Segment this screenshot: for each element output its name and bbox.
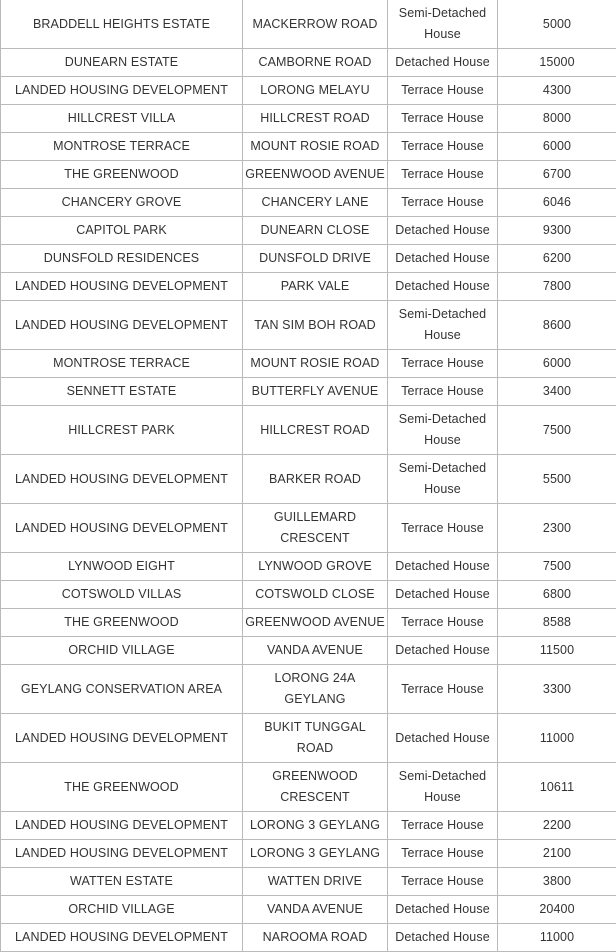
property-type-cell: Terrace House — [388, 609, 498, 637]
table-row — [1, 609, 616, 637]
monthly-rent-cell: 8600 — [498, 301, 616, 350]
monthly-rent-cell: 11000 — [498, 924, 616, 952]
street-name-cell: GREENWOOD CRESCENT — [243, 763, 388, 812]
monthly-rent-cell: 2300 — [498, 504, 616, 553]
table-row — [1, 504, 616, 553]
project-name-cell: HILLCREST VILLA — [1, 105, 243, 133]
project-name-cell: THE GREENWOOD — [1, 763, 243, 812]
project-name-cell: MONTROSE TERRACE — [1, 133, 243, 161]
monthly-rent-cell: 6000 — [498, 133, 616, 161]
monthly-rent-cell: 3400 — [498, 378, 616, 406]
table-row — [1, 49, 616, 77]
project-name-cell: LYNWOOD EIGHT — [1, 553, 243, 581]
project-name-cell: ORCHID VILLAGE — [1, 896, 243, 924]
project-name-cell: CAPITOL PARK — [1, 217, 243, 245]
property-type-cell: Terrace House — [388, 378, 498, 406]
table-row — [1, 0, 616, 49]
table-row — [1, 455, 616, 504]
table-row — [1, 217, 616, 245]
monthly-rent-cell: 2200 — [498, 812, 616, 840]
street-name-cell: LORONG 24A GEYLANG — [243, 665, 388, 714]
property-type-cell: Semi-Detached House — [388, 763, 498, 812]
project-name-cell: ORCHID VILLAGE — [1, 637, 243, 665]
property-type-cell: Detached House — [388, 896, 498, 924]
property-type-cell: Detached House — [388, 714, 498, 763]
property-type-cell: Terrace House — [388, 161, 498, 189]
monthly-rent-cell: 7500 — [498, 553, 616, 581]
monthly-rent-cell: 9300 — [498, 217, 616, 245]
street-name-cell: HILLCREST ROAD — [243, 105, 388, 133]
table-row — [1, 105, 616, 133]
project-name-cell: GEYLANG CONSERVATION AREA — [1, 665, 243, 714]
table-row — [1, 245, 616, 273]
project-name-cell: LANDED HOUSING DEVELOPMENT — [1, 273, 243, 301]
property-type-cell: Semi-Detached House — [388, 301, 498, 350]
street-name-cell: LYNWOOD GROVE — [243, 553, 388, 581]
table-row — [1, 378, 616, 406]
project-name-cell: LANDED HOUSING DEVELOPMENT — [1, 924, 243, 952]
project-name-cell: LANDED HOUSING DEVELOPMENT — [1, 77, 243, 105]
project-name-cell: THE GREENWOOD — [1, 609, 243, 637]
project-name-cell: LANDED HOUSING DEVELOPMENT — [1, 714, 243, 763]
street-name-cell: WATTEN DRIVE — [243, 868, 388, 896]
street-name-cell: BUTTERFLY AVENUE — [243, 378, 388, 406]
monthly-rent-cell: 3300 — [498, 665, 616, 714]
project-name-cell: SENNETT ESTATE — [1, 378, 243, 406]
property-type-cell: Detached House — [388, 245, 498, 273]
monthly-rent-cell: 3800 — [498, 868, 616, 896]
street-name-cell: DUNEARN CLOSE — [243, 217, 388, 245]
street-name-cell: NAROOMA ROAD — [243, 924, 388, 952]
street-name-cell: LORONG 3 GEYLANG — [243, 840, 388, 868]
table-row — [1, 161, 616, 189]
table-row — [1, 896, 616, 924]
street-name-cell: LORONG MELAYU — [243, 77, 388, 105]
property-type-cell: Terrace House — [388, 77, 498, 105]
table-body — [1, 0, 616, 952]
table-row — [1, 665, 616, 714]
project-name-cell: HILLCREST PARK — [1, 406, 243, 455]
monthly-rent-cell: 6046 — [498, 189, 616, 217]
monthly-rent-cell: 7500 — [498, 406, 616, 455]
street-name-cell: DUNSFOLD DRIVE — [243, 245, 388, 273]
project-name-cell: LANDED HOUSING DEVELOPMENT — [1, 840, 243, 868]
table-row — [1, 714, 616, 763]
project-name-cell: COTSWOLD VILLAS — [1, 581, 243, 609]
table-row — [1, 553, 616, 581]
table-row — [1, 637, 616, 665]
street-name-cell: TAN SIM BOH ROAD — [243, 301, 388, 350]
property-type-cell: Semi-Detached House — [388, 406, 498, 455]
table-row — [1, 581, 616, 609]
street-name-cell: VANDA AVENUE — [243, 896, 388, 924]
table-row — [1, 273, 616, 301]
street-name-cell: MOUNT ROSIE ROAD — [243, 350, 388, 378]
project-name-cell: MONTROSE TERRACE — [1, 350, 243, 378]
project-name-cell: LANDED HOUSING DEVELOPMENT — [1, 504, 243, 553]
table-row — [1, 301, 616, 350]
property-type-cell: Detached House — [388, 637, 498, 665]
property-type-cell: Detached House — [388, 553, 498, 581]
property-type-cell: Terrace House — [388, 868, 498, 896]
property-type-cell: Terrace House — [388, 665, 498, 714]
property-type-cell: Terrace House — [388, 840, 498, 868]
project-name-cell: THE GREENWOOD — [1, 161, 243, 189]
monthly-rent-cell: 2100 — [498, 840, 616, 868]
monthly-rent-cell: 5000 — [498, 0, 616, 49]
table-row — [1, 763, 616, 812]
street-name-cell: GUILLEMARD CRESCENT — [243, 504, 388, 553]
monthly-rent-cell: 20400 — [498, 896, 616, 924]
property-type-cell: Detached House — [388, 273, 498, 301]
property-type-cell: Terrace House — [388, 133, 498, 161]
street-name-cell: VANDA AVENUE — [243, 637, 388, 665]
street-name-cell: BUKIT TUNGGAL ROAD — [243, 714, 388, 763]
street-name-cell: BARKER ROAD — [243, 455, 388, 504]
monthly-rent-cell: 8000 — [498, 105, 616, 133]
monthly-rent-cell: 10611 — [498, 763, 616, 812]
project-name-cell: DUNSFOLD RESIDENCES — [1, 245, 243, 273]
property-type-cell: Terrace House — [388, 189, 498, 217]
project-name-cell: WATTEN ESTATE — [1, 868, 243, 896]
property-type-cell: Detached House — [388, 217, 498, 245]
monthly-rent-cell: 6800 — [498, 581, 616, 609]
monthly-rent-cell: 11000 — [498, 714, 616, 763]
monthly-rent-cell: 6700 — [498, 161, 616, 189]
street-name-cell: GREENWOOD AVENUE — [243, 161, 388, 189]
street-name-cell: CHANCERY LANE — [243, 189, 388, 217]
property-type-cell: Detached House — [388, 924, 498, 952]
monthly-rent-cell: 6000 — [498, 350, 616, 378]
project-name-cell: BRADDELL HEIGHTS ESTATE — [1, 0, 243, 49]
monthly-rent-cell: 5500 — [498, 455, 616, 504]
table-row — [1, 812, 616, 840]
monthly-rent-cell: 15000 — [498, 49, 616, 77]
street-name-cell: COTSWOLD CLOSE — [243, 581, 388, 609]
street-name-cell: PARK VALE — [243, 273, 388, 301]
table-row — [1, 406, 616, 455]
table-row — [1, 189, 616, 217]
table-row — [1, 350, 616, 378]
table-row — [1, 868, 616, 896]
property-type-cell: Terrace House — [388, 812, 498, 840]
property-type-cell: Detached House — [388, 49, 498, 77]
street-name-cell: MOUNT ROSIE ROAD — [243, 133, 388, 161]
table-row — [1, 840, 616, 868]
table-row — [1, 133, 616, 161]
property-type-cell: Terrace House — [388, 350, 498, 378]
property-type-cell: Detached House — [388, 581, 498, 609]
monthly-rent-cell: 8588 — [498, 609, 616, 637]
project-name-cell: DUNEARN ESTATE — [1, 49, 243, 77]
property-type-cell: Terrace House — [388, 504, 498, 553]
property-type-cell: Semi-Detached House — [388, 455, 498, 504]
property-type-cell: Terrace House — [388, 105, 498, 133]
monthly-rent-cell: 6200 — [498, 245, 616, 273]
table-row — [1, 77, 616, 105]
project-name-cell: CHANCERY GROVE — [1, 189, 243, 217]
street-name-cell: HILLCREST ROAD — [243, 406, 388, 455]
monthly-rent-cell: 11500 — [498, 637, 616, 665]
street-name-cell: GREENWOOD AVENUE — [243, 609, 388, 637]
project-name-cell: LANDED HOUSING DEVELOPMENT — [1, 301, 243, 350]
monthly-rent-cell: 4300 — [498, 77, 616, 105]
project-name-cell: LANDED HOUSING DEVELOPMENT — [1, 455, 243, 504]
street-name-cell: CAMBORNE ROAD — [243, 49, 388, 77]
property-type-cell: Semi-Detached House — [388, 0, 498, 49]
monthly-rent-cell: 7800 — [498, 273, 616, 301]
street-name-cell: MACKERROW ROAD — [243, 0, 388, 49]
street-name-cell: LORONG 3 GEYLANG — [243, 812, 388, 840]
table-row — [1, 924, 616, 952]
project-name-cell: LANDED HOUSING DEVELOPMENT — [1, 812, 243, 840]
